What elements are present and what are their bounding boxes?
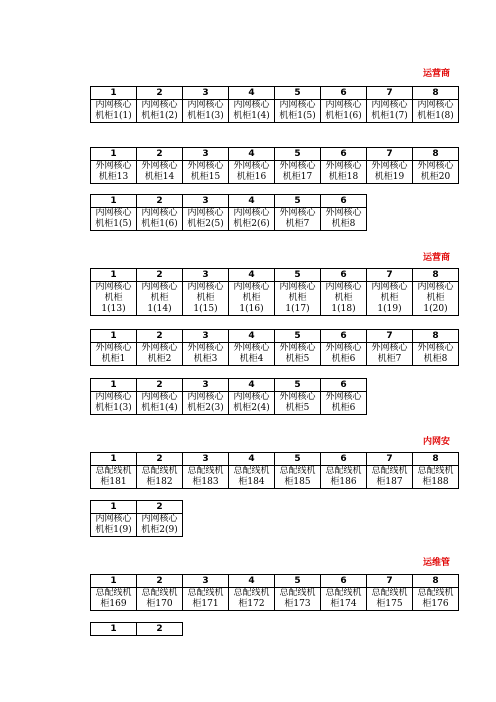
- column-number: 4: [229, 87, 275, 100]
- column-number: 1: [91, 575, 137, 588]
- column-number: 6: [321, 148, 367, 161]
- cabinet-label: 外网核心 机柜16: [229, 161, 275, 184]
- label-row: [91, 161, 459, 184]
- cabinet-label: 外网核心 机柜19: [367, 161, 413, 184]
- column-number: 8: [413, 87, 459, 100]
- label-row: [91, 100, 459, 123]
- cabinet-label: 外网核心 机柜7: [367, 343, 413, 366]
- column-number: 1: [91, 379, 137, 392]
- column-number: 1: [91, 269, 137, 282]
- column-number: 3: [183, 379, 229, 392]
- rack-table: [90, 622, 183, 636]
- cabinet-label: 总配线机 柜182: [137, 466, 183, 489]
- cabinet-label: 外网核心 机柜15: [183, 161, 229, 184]
- column-number: 6: [321, 379, 367, 392]
- column-number: 1: [91, 195, 137, 208]
- cabinet-label: 内网核心 机柜 1(16): [229, 282, 275, 316]
- cabinet-label: 内网核心 机柜2(3): [183, 392, 229, 415]
- cabinet-label: 内网核心 机柜 1(18): [321, 282, 367, 316]
- number-row: [91, 379, 367, 392]
- column-number: 8: [413, 453, 459, 466]
- cabinet-label: 内网核心 机柜2(4): [229, 392, 275, 415]
- column-number: 4: [229, 195, 275, 208]
- column-number: 5: [275, 195, 321, 208]
- cabinet-label: 内网核心 机柜1(2): [137, 100, 183, 123]
- cabinet-label: 外网核心 机柜8: [413, 343, 459, 366]
- rack-table: [90, 86, 459, 123]
- number-row: [91, 87, 459, 100]
- cabinet-label: 内网核心 机柜1(1): [91, 100, 137, 123]
- column-number: 5: [275, 148, 321, 161]
- column-number: 3: [183, 269, 229, 282]
- column-number: 3: [183, 87, 229, 100]
- column-number: 2: [137, 87, 183, 100]
- cabinet-label: 内网核心 机柜1(6): [321, 100, 367, 123]
- column-number: 1: [91, 148, 137, 161]
- rack-table: [90, 378, 367, 415]
- column-number: 4: [229, 453, 275, 466]
- cabinet-label: 内网核心 机柜1(4): [137, 392, 183, 415]
- column-number: 6: [321, 453, 367, 466]
- cabinet-label: 内网核心 机柜1(7): [367, 100, 413, 123]
- number-row: [91, 148, 459, 161]
- cabinet-label: 总配线机 柜186: [321, 466, 367, 489]
- column-number: 6: [321, 330, 367, 343]
- cabinet-label: 内网核心 机柜 1(19): [367, 282, 413, 316]
- column-number: 3: [183, 575, 229, 588]
- cabinet-label: 外网核心 机柜5: [275, 343, 321, 366]
- cabinet-label: 内网核心 机柜2(5): [183, 208, 229, 231]
- column-number: 7: [367, 575, 413, 588]
- cabinet-label: 外网核心 机柜8: [321, 208, 367, 231]
- section-title: 运维管: [422, 558, 450, 568]
- label-row: [91, 588, 459, 611]
- label-row: [91, 343, 459, 366]
- column-number: 5: [275, 379, 321, 392]
- label-row: [91, 282, 459, 316]
- column-number: 8: [413, 148, 459, 161]
- column-number: 3: [183, 453, 229, 466]
- cabinet-label: 外网核心 机柜18: [321, 161, 367, 184]
- column-number: 6: [321, 575, 367, 588]
- column-number: 5: [275, 269, 321, 282]
- cabinet-label: 外网核心 机柜6: [321, 392, 367, 415]
- label-row: [91, 208, 367, 231]
- column-number: 4: [229, 269, 275, 282]
- cabinet-label: 内网核心 机柜1(9): [91, 514, 137, 537]
- number-row: [91, 623, 183, 636]
- cabinet-label: 外网核心 机柜2: [137, 343, 183, 366]
- column-number: 3: [183, 195, 229, 208]
- column-number: 7: [367, 330, 413, 343]
- label-row: [91, 466, 459, 489]
- column-number: 5: [275, 575, 321, 588]
- column-number: 2: [137, 148, 183, 161]
- column-number: 4: [229, 575, 275, 588]
- rack-table: [90, 268, 459, 316]
- column-number: 6: [321, 87, 367, 100]
- column-number: 1: [91, 330, 137, 343]
- rack-table: [90, 329, 459, 366]
- cabinet-label: 内网核心 机柜2(9): [137, 514, 183, 537]
- cabinet-label: 外网核心 机柜7: [275, 208, 321, 231]
- rack-table: [90, 574, 459, 611]
- column-number: 7: [367, 269, 413, 282]
- column-number: 7: [367, 453, 413, 466]
- number-row: [91, 269, 459, 282]
- number-row: [91, 195, 367, 208]
- column-number: 1: [91, 453, 137, 466]
- column-number: 2: [137, 623, 183, 636]
- rack-table: [90, 452, 459, 489]
- cabinet-label: 内网核心 机柜1(8): [413, 100, 459, 123]
- number-row: [91, 453, 459, 466]
- cabinet-label: 总配线机 柜183: [183, 466, 229, 489]
- column-number: 7: [367, 87, 413, 100]
- column-number: 8: [413, 269, 459, 282]
- column-number: 7: [367, 148, 413, 161]
- cabinet-label: 外网核心 机柜5: [275, 392, 321, 415]
- cabinet-label: 总配线机 柜184: [229, 466, 275, 489]
- column-number: 6: [321, 195, 367, 208]
- column-number: 4: [229, 379, 275, 392]
- column-number: 2: [137, 269, 183, 282]
- column-number: 6: [321, 269, 367, 282]
- cabinet-label: 总配线机 柜170: [137, 588, 183, 611]
- cabinet-label: 外网核心 机柜4: [229, 343, 275, 366]
- cabinet-label: 内网核心 机柜 1(14): [137, 282, 183, 316]
- column-number: 2: [137, 330, 183, 343]
- number-row: [91, 575, 459, 588]
- column-number: 2: [137, 453, 183, 466]
- column-number: 5: [275, 330, 321, 343]
- number-row: [91, 501, 183, 514]
- cabinet-label: 内网核心 机柜1(6): [137, 208, 183, 231]
- cabinet-label: 总配线机 柜187: [367, 466, 413, 489]
- cabinet-label: 内网核心 机柜1(3): [183, 100, 229, 123]
- section-title: 内网安: [422, 437, 450, 447]
- column-number: 2: [137, 379, 183, 392]
- number-row: [91, 330, 459, 343]
- column-number: 5: [275, 87, 321, 100]
- section-title: 运营商: [422, 253, 450, 263]
- cabinet-label: 总配线机 柜173: [275, 588, 321, 611]
- cabinet-label: 外网核心 机柜17: [275, 161, 321, 184]
- cabinet-label: 总配线机 柜169: [91, 588, 137, 611]
- column-number: 5: [275, 453, 321, 466]
- cabinet-label: 总配线机 柜174: [321, 588, 367, 611]
- column-number: 1: [91, 501, 137, 514]
- cabinet-label: 内网核心 机柜2(6): [229, 208, 275, 231]
- label-row: [91, 392, 367, 415]
- cabinet-label: 内网核心 机柜 1(17): [275, 282, 321, 316]
- column-number: 4: [229, 330, 275, 343]
- cabinet-label: 总配线机 柜176: [413, 588, 459, 611]
- label-row: [91, 514, 183, 537]
- cabinet-label: 内网核心 机柜 1(20): [413, 282, 459, 316]
- column-number: 1: [91, 87, 137, 100]
- cabinet-label: 总配线机 柜185: [275, 466, 321, 489]
- column-number: 2: [137, 575, 183, 588]
- column-number: 2: [137, 501, 183, 514]
- cabinet-label: 外网核心 机柜6: [321, 343, 367, 366]
- cabinet-label: 总配线机 柜175: [367, 588, 413, 611]
- cabinet-label: 内网核心 机柜1(4): [229, 100, 275, 123]
- column-number: 3: [183, 330, 229, 343]
- cabinet-label: 总配线机 柜172: [229, 588, 275, 611]
- cabinet-label: 总配线机 柜181: [91, 466, 137, 489]
- cabinet-label: 总配线机 柜188: [413, 466, 459, 489]
- column-number: 4: [229, 148, 275, 161]
- cabinet-label: 外网核心 机柜3: [183, 343, 229, 366]
- cabinet-label: 外网核心 机柜13: [91, 161, 137, 184]
- cabinet-label: 内网核心 机柜 1(15): [183, 282, 229, 316]
- cabinet-label: 外网核心 机柜1: [91, 343, 137, 366]
- cabinet-label: 外网核心 机柜20: [413, 161, 459, 184]
- cabinet-label: 内网核心 机柜1(3): [91, 392, 137, 415]
- column-number: 8: [413, 330, 459, 343]
- rack-table: [90, 194, 367, 231]
- rack-table: [90, 500, 183, 537]
- rack-table: [90, 147, 459, 184]
- cabinet-label: 内网核心 机柜 1(13): [91, 282, 137, 316]
- column-number: 8: [413, 575, 459, 588]
- section-title: 运营商: [422, 69, 450, 79]
- cabinet-label: 内网核心 机柜1(5): [91, 208, 137, 231]
- column-number: 2: [137, 195, 183, 208]
- cabinet-label: 总配线机 柜171: [183, 588, 229, 611]
- column-number: 3: [183, 148, 229, 161]
- cabinet-label: 外网核心 机柜14: [137, 161, 183, 184]
- cabinet-label: 内网核心 机柜1(5): [275, 100, 321, 123]
- column-number: 1: [91, 623, 137, 636]
